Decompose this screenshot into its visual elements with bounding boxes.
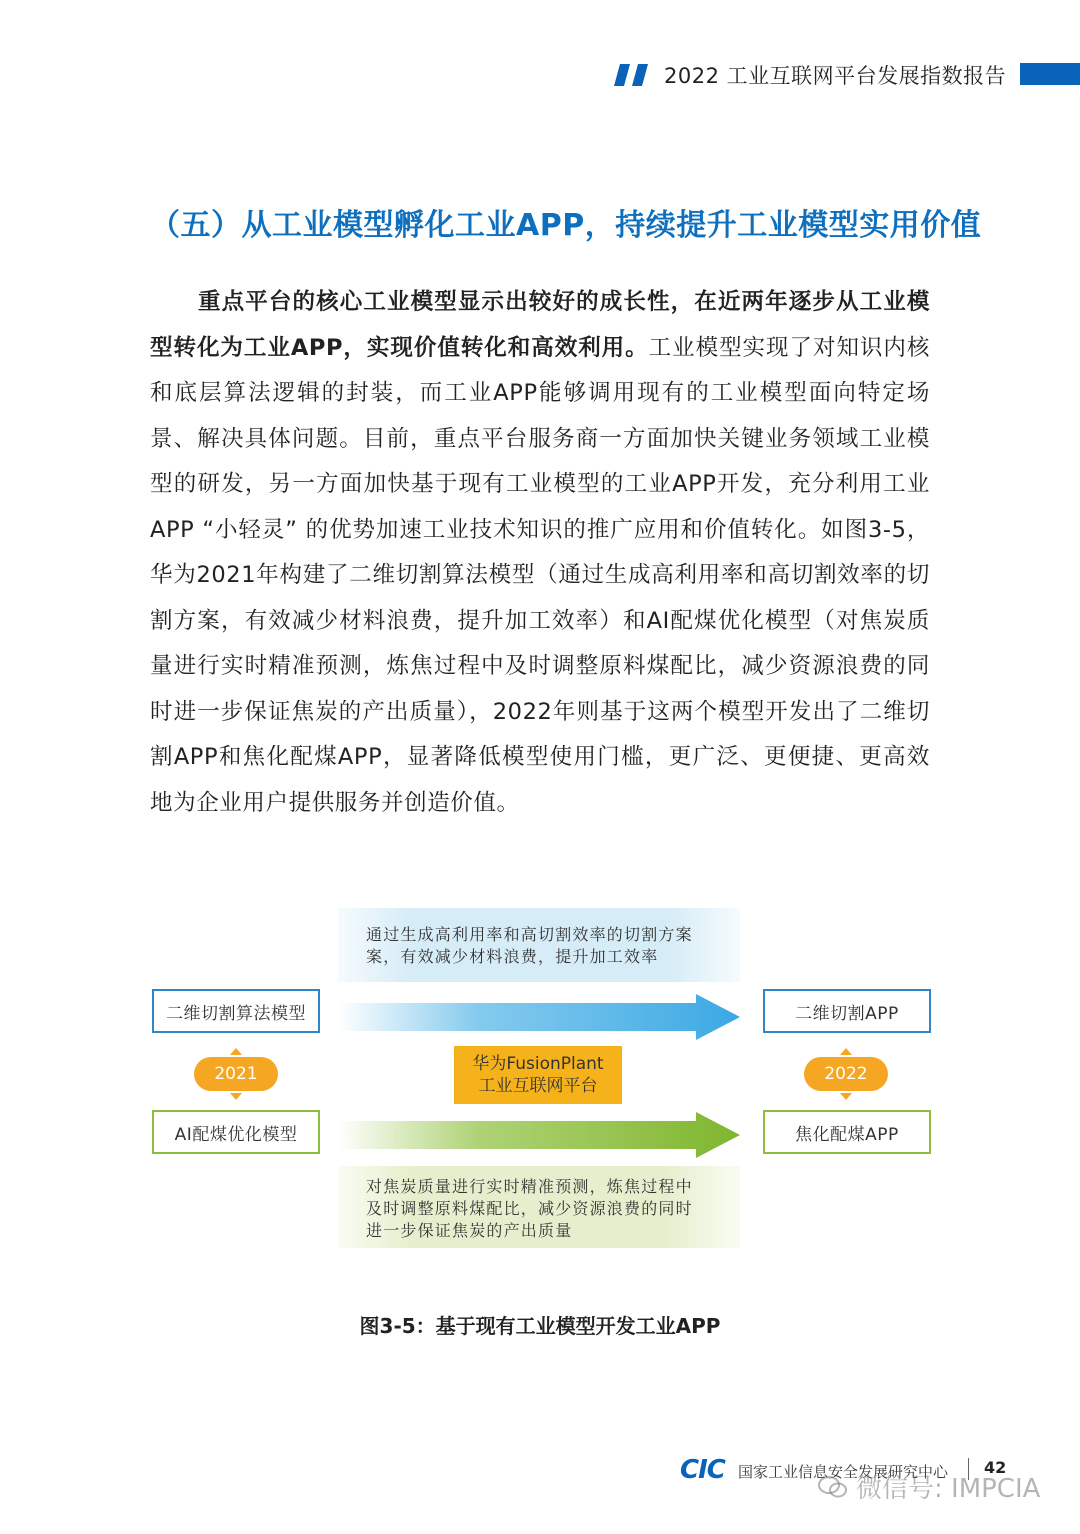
wechat-watermark [818,1468,1040,1505]
page-number: 42 [984,1458,1007,1477]
green-arrow [338,1112,740,1158]
platform-box [454,1046,622,1104]
year-down-arrow-icon [230,1093,242,1100]
paragraph-lead: 重点平台的核心工业模型显示出较好的成长性，在近两年逐步从工业模型转化为工业APP，实现价值转化和高效利用。 [150,289,930,361]
bottom-desc-line: 及时调整原料煤配比，减少资源浪费的同时 [366,1199,693,1218]
year-2022-badge: 2022 [804,1057,888,1091]
bottom-desc-line: 对焦炭质量进行实时精准预测，炼焦过程中 [366,1177,693,1196]
figure-caption: 图3-5：基于现有工业模型开发工业APP [359,1314,721,1338]
organization-name: 国家工业信息安全发展研究中心 [738,1463,949,1481]
section-title: （五）从工业模型孵化工业APP，持续提升工业模型实用价值 [150,208,982,243]
header-stripes-icon [614,64,650,86]
year-down-arrow-icon [840,1093,852,1100]
report-title: 2022 工业互联网平台发展指数报告 [664,64,1007,88]
blue-arrow [338,994,740,1040]
year-up-arrow-icon [840,1048,852,1055]
top-desc-line: 通过生成高利用率和高切割效率的切割方案 [366,925,693,944]
left-top-model-box: 二维切割算法模型 [152,989,320,1033]
platform-type: 工业互联网平台 [478,1076,598,1096]
top-desc-line: 案，有效减少材料浪费，提升加工效率 [366,947,659,966]
platform-name: 华为FusionPlant [472,1054,604,1074]
bottom-desc-line: 进一步保证焦炭的产出质量 [366,1221,573,1240]
year-2021-badge: 2021 [194,1057,278,1091]
header-accent-block [1020,63,1080,85]
left-bottom-model-box: AI配煤优化模型 [152,1110,320,1154]
cic-logo: CIC [680,1455,725,1485]
paragraph-body: 工业模型实现了对知识内核和底层算法逻辑的封装，而工业APP能够调用现有的工业模型面向特定场景、解决具体问题。目前，重点平台服务商一方面加快关键业务领域工业模型的研发，另一方面加快基于现有工业模型的工业APP开发，充分利用工业APP “小轻灵” 的优势加速工业技术知识的推广应用和价值转化。如图3-5，华为2021年构建了二维切割算法模型（通过生成高利用率和高切割效率的切割方案，有效减少材料浪费，提升加工效率）和AI配煤优化模型（对焦炭质量进行实时精准预测，炼焦过程中及时调整原料煤配比，减少资源浪费的同时进一步保证焦炭的产出质量），2022年则基于这两个模型开发出了二维切割APP和焦化配煤APP，显著降低模型使用门槛，更广泛、更便捷、更高效地为企业用户提供服务并创造价值。 [150,334,930,816]
right-bottom-app-box: 焦化配煤APP [763,1110,931,1154]
watermark-text: 微信号: IMPCIA [856,1474,1041,1504]
body-paragraph [150,280,930,826]
right-top-app-box: 二维切割APP [763,989,931,1033]
year-up-arrow-icon [230,1048,242,1055]
bottom-description-band [338,1166,740,1248]
wechat-icon [818,1475,848,1499]
top-description-band [338,908,740,982]
